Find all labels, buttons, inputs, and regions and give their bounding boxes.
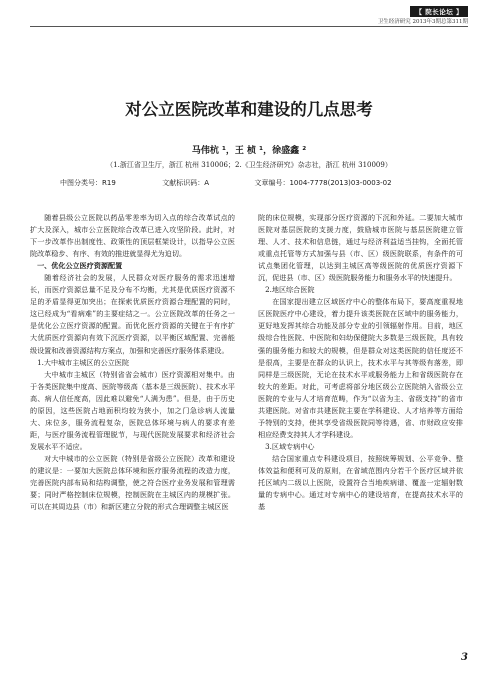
subsection-heading: 2.地区综合医院 (265, 285, 315, 295)
subsection-heading: 1.大中城市主城区的公立医院 (37, 357, 129, 367)
affiliation: （1.浙江省卫生厅，浙江 杭州 310006；2.《卫生经济研究》杂志社，浙江 杭州 310009） (106, 161, 392, 169)
left-column (30, 212, 235, 513)
body-paragraph: 院的床位规模，实现部分医疗资源的下沉和外延。二要加大城市医院对基层医院的支援力度，鼓励城市医院与基层医院建立管理、人才、技术和信息链，通过与经济利益适当挂钩，全面托管或重点托管等方式加强与县（市、区）级医院联系，有条件的可试点集团化管理，以达到主城区高等级医院的优质医疗资源下沉，促进县（市、区）级医院服务能力和服务水平的快速提升。 (258, 213, 463, 283)
page-number: 3 (461, 652, 468, 663)
body-paragraph: 大中城市主城区（特别省省会城市）医疗资源相对集中。由于各类医院集中度高、医院等级高（基本是三级医院）、技术水平高、病人信任度高，因此难以避免“人满为患”。但是，由于历史的原因，这些医院占地面积均较为狭小，加之门急诊病人流量大、床位多，服务流程复杂，医院总体环境与病人的要求有差距，与医疗服务流程管理脱节，与现代医院发展要求和经济社会发展水平不适应。 (30, 369, 235, 451)
author-list: 马伟杭 ¹，王 桢 ¹，徐盛鑫 ² (191, 146, 307, 156)
body-paragraph: 结合国家重点专科建设项目，按照统筹规划、公平竞争、整体效益和便利可及的原则，在省域范围内分若干个医疗区域并依托区域内二级以上医院，设置符合当地疾病谱、覆盖一定辐射数量的专病中心。通过对专病中心的建设培育，在提高技术水平的基 (258, 453, 463, 512)
clc-number: 中图分类号：R19 (60, 179, 116, 187)
document-code: 文献标识码：A (162, 179, 210, 187)
body-paragraph: 随着县级公立医院以药品零差率为切入点的综合改革试点的扩大及深入，城市公立医院综合改革已进入攻坚阶段。此时，对下一步改革作出制度性、政策性的顶层框架设计，以指导公立医院改革稳步、有序、有效的推进就显得尤为迫切。 (30, 213, 235, 259)
subsection-heading: 3.区域专病中心 (265, 441, 315, 451)
body-paragraph: 对大中城市的公立医院（特别是省级公立医院）改革和建设的建议是：一要加大医院总体环境和医疗服务流程的改造力度，完善医院内部布局和结构调整，使之符合医疗业务发展和管理需要；同时严格控制床位规模，控制医院在主城区内的规模扩张。可以在其周边县（市）和新区建立分院的形式合理调整主城区医 (30, 453, 235, 512)
section-heading: 一、优化公立医疗资源配置 (37, 261, 123, 271)
body-paragraph: 随着经济社会的发展，人民群众对医疗服务的需求迅速增长，而医疗资源总量不足及分布不均衡，尤其是优质医疗资源不足的矛盾显得更加突出；在探索优质医疗资源合理配置的同时，这已经成为“看病难”的主要症结之一。公立医院改革的任务之一是优化公立医疗资源的配置。而优化医疗资源的关键在于有序扩大优质医疗资源向有效下沉医疗资源，以平衡区域配置、完善能级设置和改善资源结构方案点，加强和完善医疗服务体系建设。 (30, 273, 235, 355)
article-title: 对公立医院改革和建设的几点思考 (125, 100, 373, 119)
body-paragraph: 在国家提出建立区域医疗中心的整体布局下，要高度重视地区医院医疗中心建设，着力提升该类医院在区域中的服务能力，更好地发挥其综合功能及部分专业的引领辐射作用。目前，地区级综合性医院、中医院和妇幼保健院大多数是三级医院，具有较强的服务能力和较大的规模，但是群众对这类医院的信任度还不是很高，主要是在群众的认识上，技术水平与其等级有落差，即同样是三级医院，无论在技术水平或服务能力上和省级医院存在较大的差距。对此，可考虑将部分地区级公立医院纳入省级公立医院的专业与人才培育范畴，作为“以省为主、省级支持”的省市共建医院。对省市共建医院主要在学科建设、人才培养等方面给予特别的支持，使其享受省级医院同等待遇，省、市财政应安排相应经费支持其人才学科建设。 (258, 297, 463, 439)
section-tag: 【 院长论坛 】 (410, 6, 468, 17)
header-divider (30, 26, 468, 27)
journal-info: 卫生经济研究 2013年3期总第311期 (377, 19, 468, 25)
article-number: 文章编号：1004-7778(2013)03-0003-02 (254, 179, 392, 187)
right-column (258, 212, 463, 513)
article-meta (60, 178, 440, 188)
